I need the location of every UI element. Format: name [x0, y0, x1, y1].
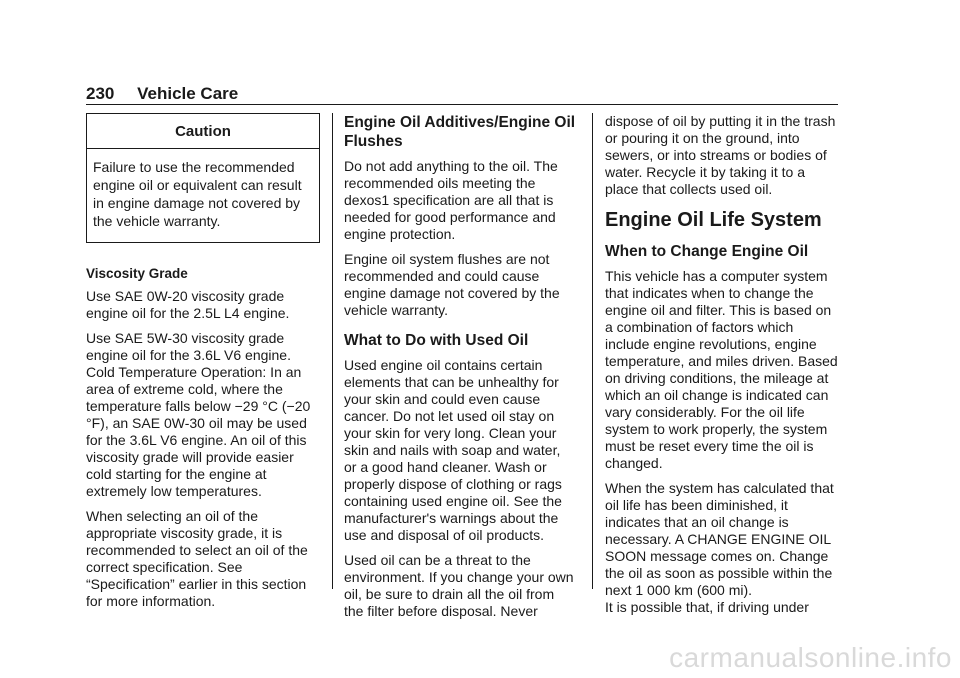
paragraph: Use SAE 0W-20 viscosity grade engine oil for the 2.5L L4 engine. [86, 288, 290, 321]
header-rule [86, 104, 838, 105]
paragraph: Used oil can be a threat to the environment. If you change your own oil, be sure to drain all the oil from the filter before disposal. Never [344, 552, 574, 619]
paragraph: Use SAE 5W-30 viscosity grade engine oil for the 3.6L V6 engine. Cold Temperature Operation: In an area of extreme cold, where the temperature falls below −29 °C (−20 °F), an SAE 0W-30 oil may be used for the 3.6L V6 engine. An oil of this viscosity grade will provide easier cold starting for the engine at extremely low temperatures. [86, 330, 311, 499]
column-1 [86, 113, 320, 618]
additives-heading: Engine Oil Additives/Engine Oil Flushes [344, 114, 576, 150]
paragraph: Used engine oil contains certain elements that can be unhealthy for your skin and could even cause cancer. Do not let used oil stay on your skin for very long. Clean your skin and nails with soap and water, or a good hand cleaner. Wash or properly dispose of clothing or rags containing used engine oil. See the manufacturer's warnings about the use and disposal of oil products. [344, 357, 562, 543]
page-number: 230 [86, 84, 115, 103]
column-divider [592, 113, 593, 589]
column-2 [344, 113, 576, 628]
paragraph: This vehicle has a computer system that indicates when to change the engine oil and filter. This is based on a combination of factors which include engine revolutions, engine temperature, and miles driven. Based on driving conditions, the mileage at which an oil change is indicated can vary considerably. For the oil life system to work properly, the system must be reset every time the oil is changed. [605, 268, 838, 471]
page-header [86, 84, 238, 104]
oil-life-system-heading: Engine Oil Life System [605, 209, 822, 231]
section-title: Vehicle Care [137, 84, 239, 103]
paragraph: Engine oil system flushes are not recommended and could cause engine damage not covered by the vehicle warranty. [344, 251, 560, 318]
paragraph: Do not add anything to the oil. The recommended oils meeting the dexos1 specification are all that is needed for good performance and engine protection. [344, 158, 558, 242]
paragraph: When selecting an oil of the appropriate viscosity grade, it is recommended to select an oil of the correct specification. See “Specification” earlier in this section for more information. [86, 508, 308, 609]
used-oil-heading: What to Do with Used Oil [344, 332, 529, 349]
caution-text: Failure to use the recommended engine oil or equivalent can result in engine damage not covered by the vehicle warranty. [93, 159, 302, 229]
paragraph: It is possible that, if driving under [605, 599, 809, 615]
column-3 [605, 113, 841, 624]
paragraph: When the system has calculated that oil life has been diminished, it indicates that an oil change is necessary. A CHANGE ENGINE OIL SOON message comes on. Change the oil as soon as possible within the next 1 000 km (600 mi). [605, 480, 834, 598]
column-divider [332, 113, 333, 589]
watermark: carmanualsonline.info [669, 642, 952, 673]
when-to-change-heading: When to Change Engine Oil [605, 243, 809, 260]
paragraph: dispose of oil by putting it in the trash or pouring it on the ground, into sewers, or into streams or bodies of water. Recycle it by taking it to a place that collects used oil. [605, 113, 836, 197]
viscosity-grade-heading: Viscosity Grade [86, 266, 188, 281]
caution-box [86, 113, 320, 243]
caution-title: Caution [87, 114, 319, 149]
